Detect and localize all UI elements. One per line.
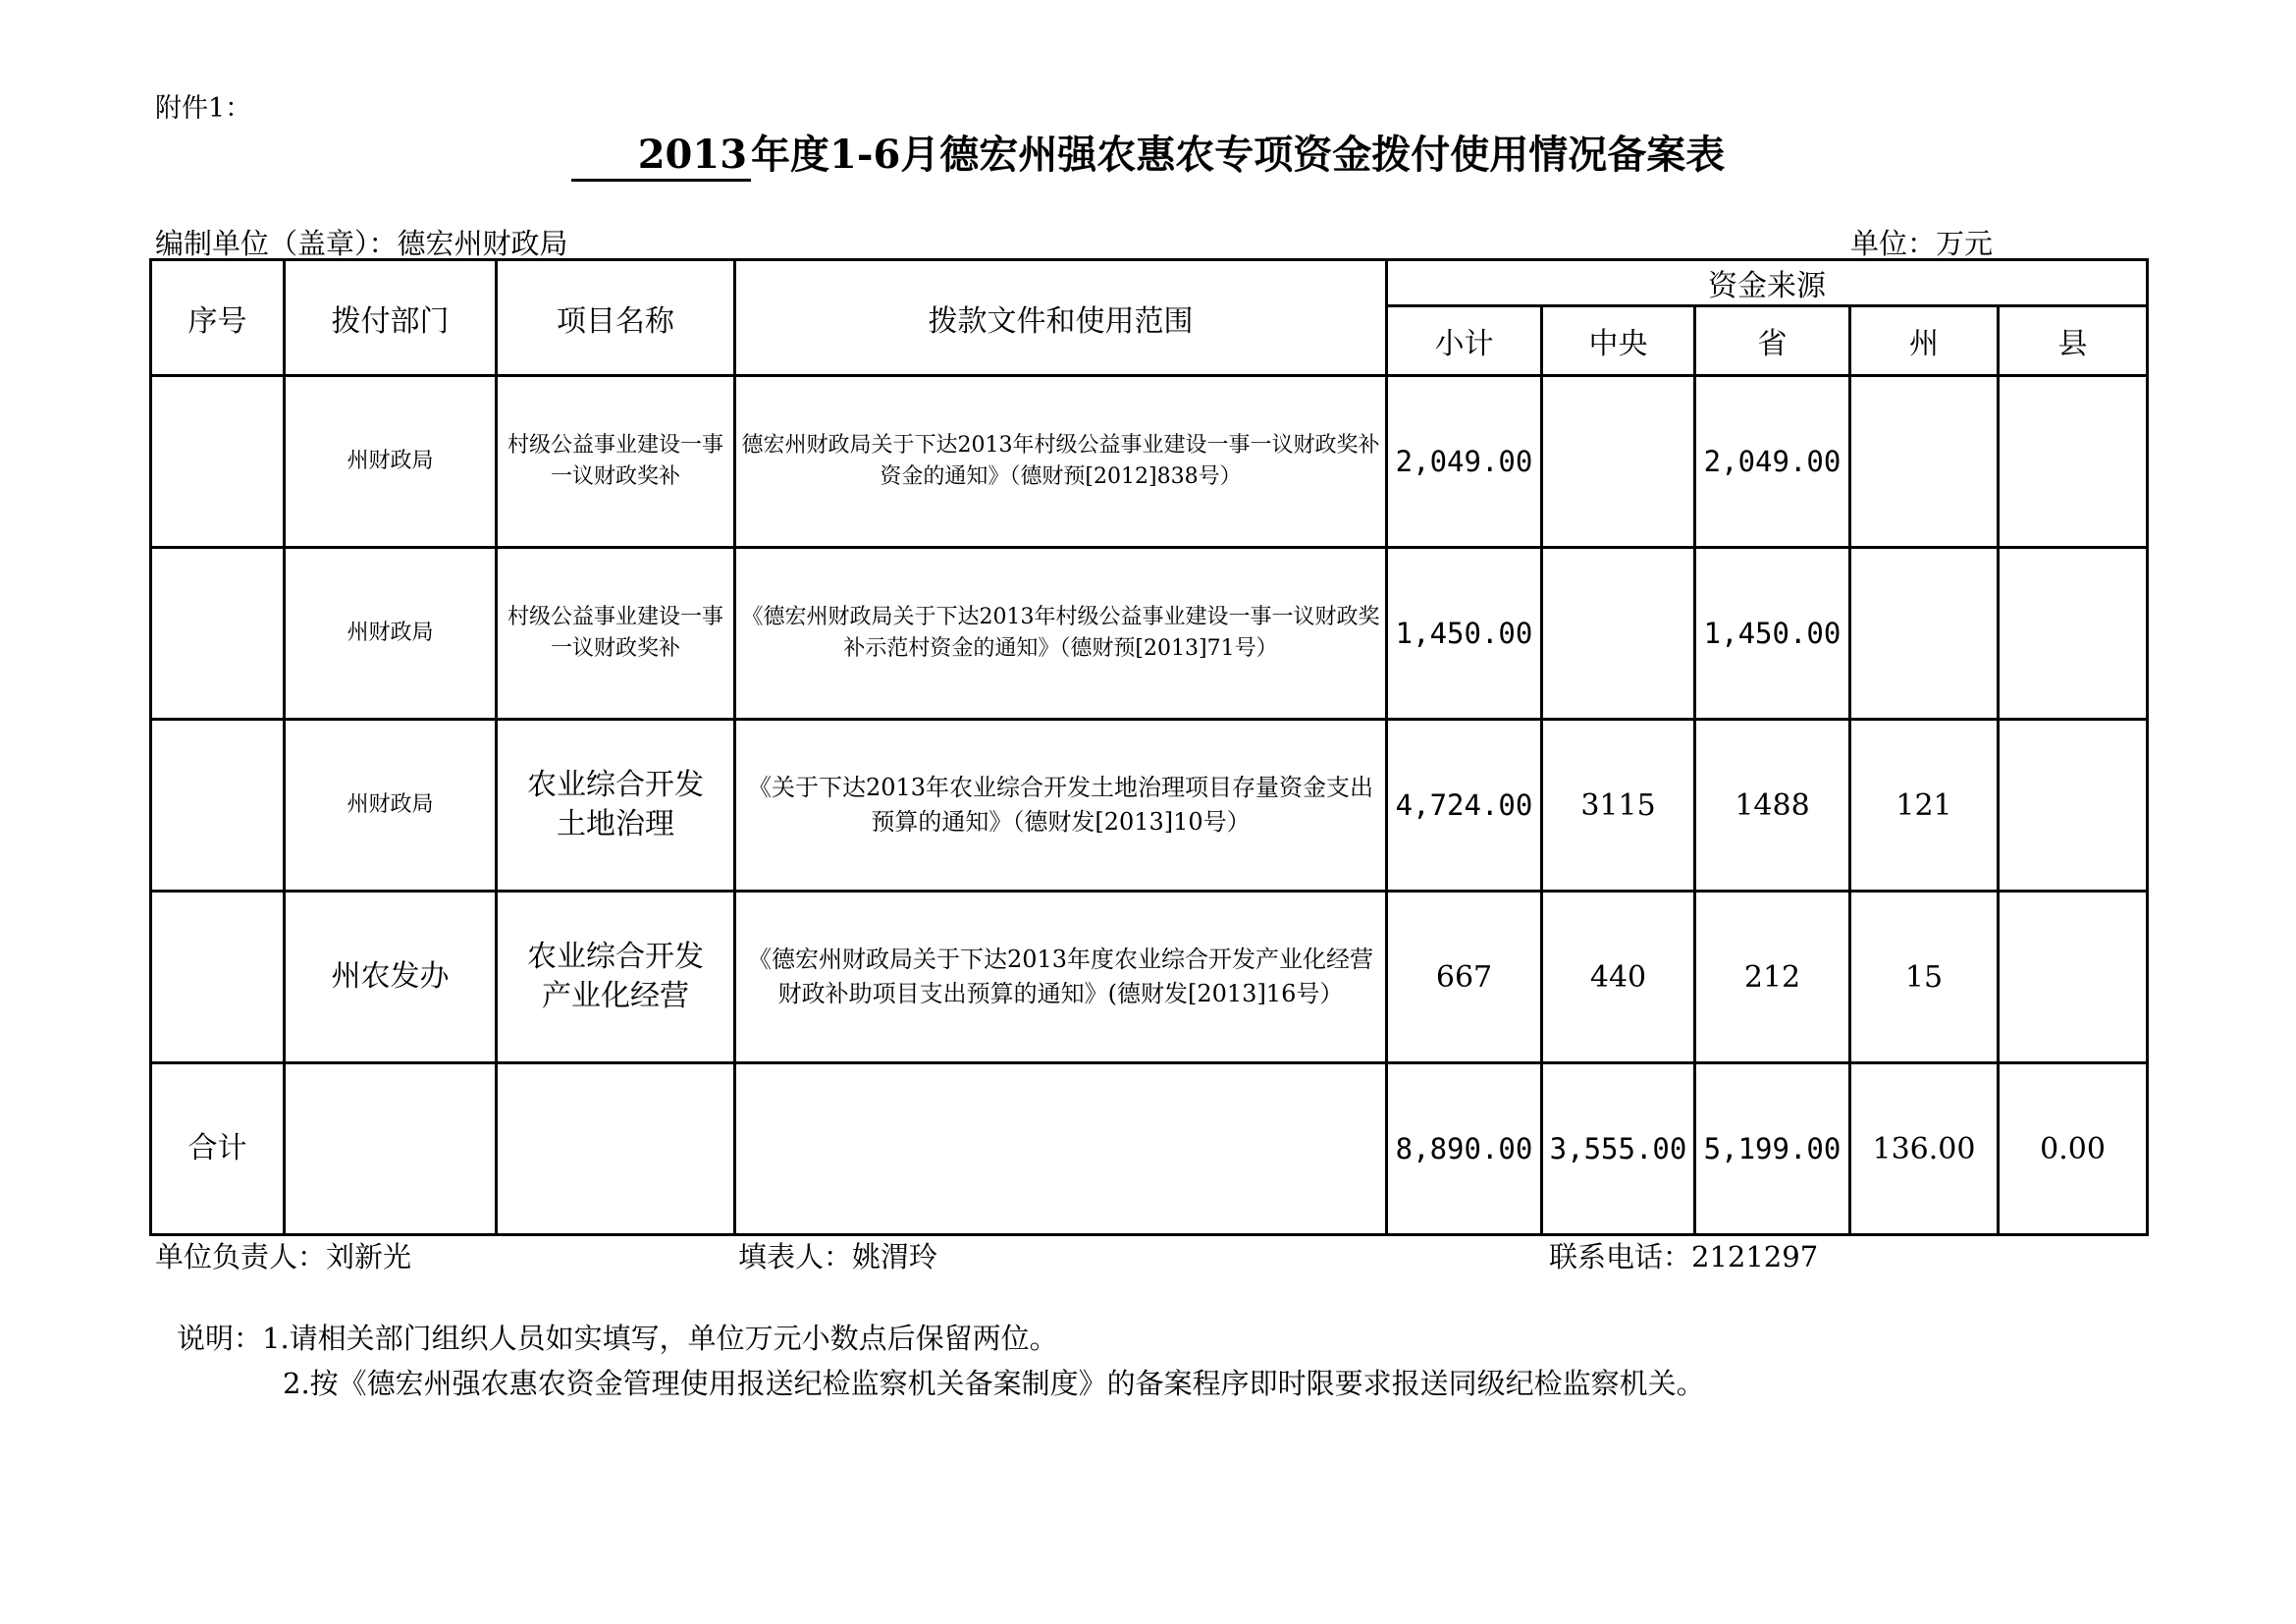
total-label: 合计 xyxy=(151,1063,285,1235)
cell-county xyxy=(1999,892,2148,1063)
header-dept: 拨付部门 xyxy=(285,260,497,376)
note-item: 2.按《德宏州强农惠农资金管理使用报送纪检监察机关备案制度》的备案程序即时限要求报送同级纪检监察机关。 xyxy=(283,1367,1705,1400)
notes xyxy=(177,1316,1705,1406)
cell-project: 农业综合开发产业化经营 xyxy=(497,892,735,1063)
cell-doc: 《德宏州财政局关于下达2013年度农业综合开发产业化经营财政补助项目支出预算的通知》(德财发[2013]16号） xyxy=(735,892,1387,1063)
total-row xyxy=(151,1063,2148,1235)
cell-prefecture xyxy=(1850,548,1999,720)
cell-central: 3115 xyxy=(1542,720,1695,892)
title-year: 2013 xyxy=(571,132,751,182)
header-project: 项目名称 xyxy=(497,260,735,376)
page-title xyxy=(0,124,2296,182)
cell-seq xyxy=(151,892,285,1063)
cell-central xyxy=(1542,376,1695,548)
total-project xyxy=(497,1063,735,1235)
header-county: 县 xyxy=(1999,306,2148,376)
note-item: 1.请相关部门组织人员如实填写，单位万元小数点后保留两位。 xyxy=(262,1322,1058,1355)
cell-central xyxy=(1542,548,1695,720)
header-seq: 序号 xyxy=(151,260,285,376)
cell-prefecture xyxy=(1850,376,1999,548)
header-province: 省 xyxy=(1695,306,1850,376)
currency-unit: 单位：万元 xyxy=(1850,227,1994,260)
cell-dept: 州财政局 xyxy=(285,720,497,892)
cell-project: 农业综合开发土地治理 xyxy=(497,720,735,892)
footer-unit-head: 单位负责人：刘新光 xyxy=(155,1240,412,1273)
cell-doc: 《关于下达2013年农业综合开发土地治理项目存量资金支出预算的通知》（德财发[2013]10号） xyxy=(735,720,1387,892)
total-dept xyxy=(285,1063,497,1235)
title-text: 年度1-6月德宏州强农惠农专项资金拨付使用情况备案表 xyxy=(751,132,1726,178)
compiling-unit: 编制单位（盖章）：德宏州财政局 xyxy=(155,227,568,260)
total-county: 0.00 xyxy=(1999,1063,2148,1235)
cell-dept: 州农发办 xyxy=(285,892,497,1063)
cell-seq xyxy=(151,376,285,548)
cell-doc: 《德宏州财政局关于下达2013年村级公益事业建设一事一议财政奖补示范村资金的通知》（德财预[2013]71号） xyxy=(735,548,1387,720)
header-prefecture: 州 xyxy=(1850,306,1999,376)
table-row xyxy=(151,892,2148,1063)
table-row xyxy=(151,720,2148,892)
cell-county xyxy=(1999,548,2148,720)
header-subtotal: 小计 xyxy=(1387,306,1542,376)
total-doc xyxy=(735,1063,1387,1235)
cell-central: 440 xyxy=(1542,892,1695,1063)
cell-province: 2,049.00 xyxy=(1695,376,1850,548)
cell-dept: 州财政局 xyxy=(285,548,497,720)
cell-subtotal: 2,049.00 xyxy=(1387,376,1542,548)
cell-dept: 州财政局 xyxy=(285,376,497,548)
cell-province: 1488 xyxy=(1695,720,1850,892)
cell-county xyxy=(1999,720,2148,892)
header-central: 中央 xyxy=(1542,306,1695,376)
cell-subtotal: 1,450.00 xyxy=(1387,548,1542,720)
total-subtotal: 8,890.00 xyxy=(1387,1063,1542,1235)
cell-subtotal: 667 xyxy=(1387,892,1542,1063)
table-row xyxy=(151,548,2148,720)
footer-phone: 联系电话：2121297 xyxy=(1549,1240,1819,1273)
attachment-label: 附件1： xyxy=(155,93,252,124)
cell-province: 212 xyxy=(1695,892,1850,1063)
header-funding-source: 资金来源 xyxy=(1387,260,2148,306)
cell-prefecture: 121 xyxy=(1850,720,1999,892)
cell-seq xyxy=(151,548,285,720)
cell-project: 村级公益事业建设一事一议财政奖补 xyxy=(497,376,735,548)
cell-doc: 德宏州财政局关于下达2013年村级公益事业建设一事一议财政奖补资金的通知》（德财预[2012]838号） xyxy=(735,376,1387,548)
cell-seq xyxy=(151,720,285,892)
total-prefecture: 136.00 xyxy=(1850,1063,1999,1235)
total-province: 5,199.00 xyxy=(1695,1063,1850,1235)
funding-table xyxy=(149,258,2149,1236)
notes-label: 说明： xyxy=(177,1322,263,1355)
cell-prefecture: 15 xyxy=(1850,892,1999,1063)
header-doc: 拨款文件和使用范围 xyxy=(735,260,1387,376)
footer-form-filler: 填表人：姚渭玲 xyxy=(738,1240,938,1273)
cell-subtotal: 4,724.00 xyxy=(1387,720,1542,892)
table-row xyxy=(151,376,2148,548)
cell-province: 1,450.00 xyxy=(1695,548,1850,720)
cell-county xyxy=(1999,376,2148,548)
total-central: 3,555.00 xyxy=(1542,1063,1695,1235)
cell-project: 村级公益事业建设一事一议财政奖补 xyxy=(497,548,735,720)
